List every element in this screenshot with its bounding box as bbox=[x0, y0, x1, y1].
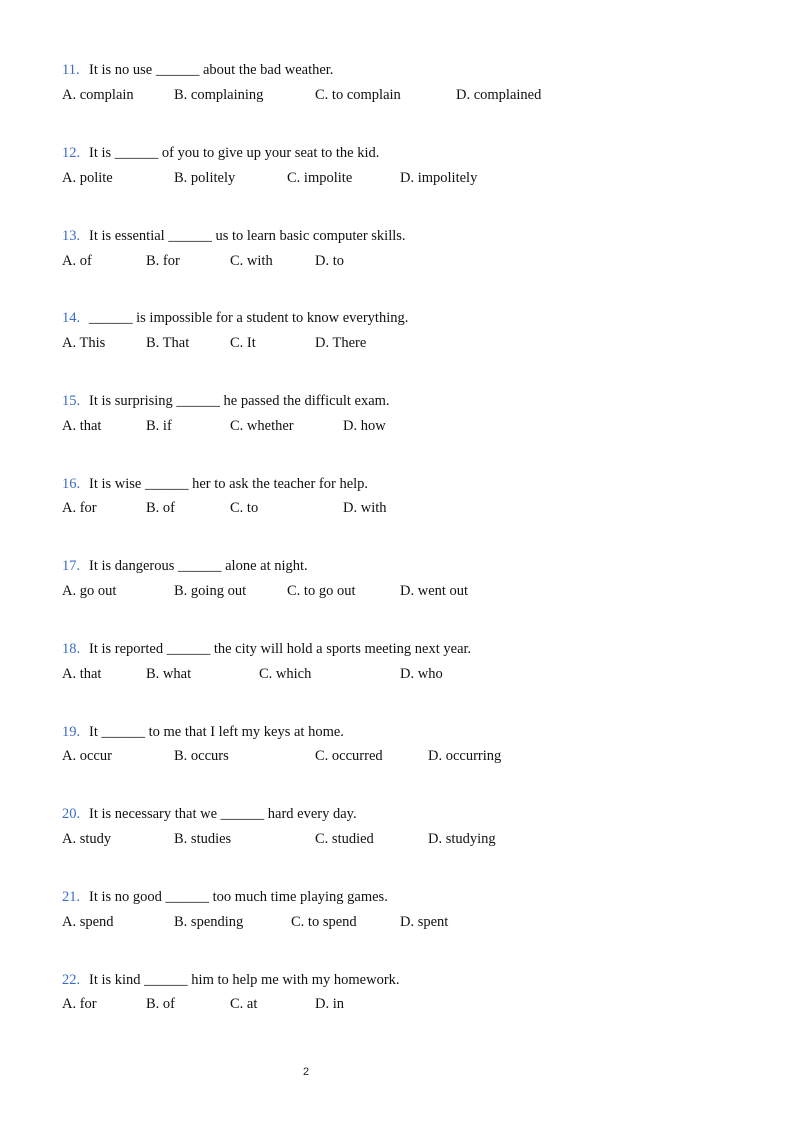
question-18 bbox=[62, 639, 471, 659]
option-a: A. that bbox=[62, 418, 102, 434]
question-22 bbox=[62, 970, 400, 990]
option-d: D. how bbox=[343, 418, 386, 434]
option-c: C. It bbox=[230, 335, 256, 351]
option-a: A. for bbox=[62, 500, 97, 516]
option-c: C. which bbox=[259, 666, 312, 682]
option-b: B. That bbox=[146, 335, 190, 351]
option-b: B. of bbox=[146, 500, 175, 516]
question-13 bbox=[62, 226, 406, 246]
question-21 bbox=[62, 887, 388, 907]
question-text: It is no use ______ about the bad weather. bbox=[89, 62, 334, 78]
option-c: C. with bbox=[230, 253, 273, 269]
option-d: D. with bbox=[343, 500, 387, 516]
option-c: C. to bbox=[230, 500, 259, 516]
question-text: It is dangerous ______ alone at night. bbox=[89, 558, 308, 574]
option-a: A. occur bbox=[62, 748, 112, 764]
option-d: D. went out bbox=[400, 583, 469, 599]
question-number: 16. bbox=[62, 476, 81, 492]
option-d: D. complained bbox=[456, 87, 542, 103]
option-a: A. complain bbox=[62, 87, 134, 103]
option-d: D. impolitely bbox=[400, 170, 478, 186]
option-a: A. polite bbox=[62, 170, 113, 186]
question-text: It is essential ______ us to learn basic computer skills. bbox=[89, 228, 406, 244]
option-d: D. who bbox=[400, 666, 443, 682]
question-text: It is kind ______ him to help me with my homework. bbox=[89, 972, 400, 988]
question-15 bbox=[62, 391, 390, 411]
option-b: B. politely bbox=[174, 170, 236, 186]
question-number: 21. bbox=[62, 889, 81, 905]
question-number: 20. bbox=[62, 806, 81, 822]
option-b: B. going out bbox=[174, 583, 247, 599]
question-number: 12. bbox=[62, 145, 81, 161]
question-17 bbox=[62, 556, 308, 576]
option-d: D. spent bbox=[400, 914, 449, 930]
question-12 bbox=[62, 143, 379, 163]
question-19 bbox=[62, 722, 344, 742]
option-a: A. spend bbox=[62, 914, 114, 930]
option-a: A. This bbox=[62, 335, 106, 351]
option-c: C. impolite bbox=[287, 170, 353, 186]
option-c: C. at bbox=[230, 996, 258, 1012]
option-b: B. what bbox=[146, 666, 192, 682]
option-b: B. occurs bbox=[174, 748, 229, 764]
question-number: 17. bbox=[62, 558, 81, 574]
option-d: D. studying bbox=[428, 831, 496, 847]
option-b: B. of bbox=[146, 996, 175, 1012]
option-b: B. for bbox=[146, 253, 180, 269]
option-b: B. spending bbox=[174, 914, 244, 930]
option-d: D. to bbox=[315, 253, 344, 269]
option-c: C. studied bbox=[315, 831, 374, 847]
question-text: It ______ to me that I left my keys at home. bbox=[89, 724, 344, 740]
question-text: It is wise ______ her to ask the teacher for help. bbox=[89, 476, 369, 492]
option-c: C. occurred bbox=[315, 748, 383, 764]
question-16 bbox=[62, 474, 368, 494]
option-d: D. in bbox=[315, 996, 344, 1012]
question-text: It is necessary that we ______ hard every day. bbox=[89, 806, 357, 822]
option-a: A. study bbox=[62, 831, 112, 847]
option-a: A. that bbox=[62, 666, 102, 682]
question-text: It is ______ of you to give up your seat to the kid. bbox=[89, 145, 380, 161]
option-c: C. to spend bbox=[291, 914, 357, 930]
question-number: 22. bbox=[62, 972, 81, 988]
option-a: A. for bbox=[62, 996, 97, 1012]
question-number: 11. bbox=[62, 62, 80, 78]
question-number: 14. bbox=[62, 310, 81, 326]
option-c: C. whether bbox=[230, 418, 294, 434]
option-d: D. occurring bbox=[428, 748, 502, 764]
question-number: 13. bbox=[62, 228, 81, 244]
question-text: It is surprising ______ he passed the difficult exam. bbox=[89, 393, 390, 409]
option-b: B. studies bbox=[174, 831, 232, 847]
question-number: 15. bbox=[62, 393, 81, 409]
question-11 bbox=[62, 60, 333, 80]
question-text: It is reported ______ the city will hold a sports meeting next year. bbox=[89, 641, 472, 657]
option-a: A. of bbox=[62, 253, 92, 269]
question-text: It is no good ______ too much time playing games. bbox=[89, 889, 388, 905]
option-b: B. if bbox=[146, 418, 172, 434]
option-c: C. to go out bbox=[287, 583, 356, 599]
question-number: 19. bbox=[62, 724, 81, 740]
question-text: ______ is impossible for a student to know everything. bbox=[89, 310, 409, 326]
question-14 bbox=[62, 308, 408, 328]
option-c: C. to complain bbox=[315, 87, 401, 103]
option-d: D. There bbox=[315, 335, 367, 351]
option-b: B. complaining bbox=[174, 87, 264, 103]
question-number: 18. bbox=[62, 641, 81, 657]
option-a: A. go out bbox=[62, 583, 117, 599]
page-number: 2 bbox=[302, 1066, 310, 1078]
question-20 bbox=[62, 804, 357, 824]
